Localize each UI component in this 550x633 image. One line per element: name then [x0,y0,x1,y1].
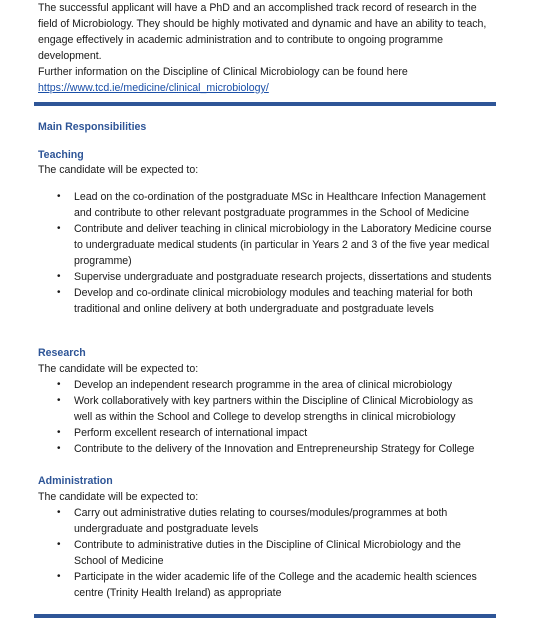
list-item: • Perform excellent research of international impact [57,427,308,439]
list-item: • Develop an independent research programme in the area of clinical microbiology [57,379,453,391]
microbiology-link[interactable]: https://www.tcd.ie/medicine/clinical_microbiology/ [38,82,269,94]
bullet-icon: • [57,379,61,390]
section-divider-bottom [34,614,496,618]
list-item: • Develop and co-ordinate clinical microbiology modules and teaching material for both traditional and online delivery at both undergraduate and postgraduate levels [57,287,473,315]
list-item: • Work collaboratively with key partners within the Discipline of Clinical Microbiology as well as within the School and College to develop strengths in clinical microbiology [57,395,473,423]
further-info-link-line [38,80,498,96]
main-responsibilities-heading: Main Responsibilities [38,121,147,133]
list-item: • Carry out administrative duties relating to courses/modules/programmes at both undergraduate and postgraduate levels [57,507,448,535]
teaching-heading: Teaching [38,149,84,161]
bullet-icon: • [57,571,61,582]
bullet-icon: • [57,507,61,518]
research-list [0,377,494,457]
bullet-icon: • [57,427,61,438]
list-item: • Contribute to administrative duties in the Discipline of Clinical Microbiology and the School of Medicine [57,539,461,567]
administration-intro: The candidate will be expected to: [38,491,199,503]
administration-list [0,505,494,601]
bullet-icon: • [57,539,61,550]
bullet-icon: • [57,287,61,298]
administration-heading: Administration [38,475,113,487]
bullet-icon: • [57,271,61,282]
section-divider-top [34,102,496,106]
further-info-text: Further information on the Discipline of Clinical Microbiology can be found here [38,66,408,78]
intro-paragraph: The successful applicant will have a PhD and an accomplished track record of research in the field of Microbiology. They should be highly motivated and dynamic and have an ability to teach, engage effectively in academic administration and to contribute to ongoing programme development. [38,2,487,62]
list-item: • Contribute to the delivery of the Innovation and Entrepreneurship Strategy for College [57,443,475,455]
teaching-intro: The candidate will be expected to: [38,164,199,176]
bullet-icon: • [57,191,61,202]
bullet-icon: • [57,223,61,234]
bullet-icon: • [57,443,61,454]
list-item: • Participate in the wider academic life of the College and the academic health sciences centre (Trinity Health Ireland) as appropriate [57,571,477,599]
bullet-icon: • [57,395,61,406]
list-item: • Lead on the co-ordination of the postgraduate MSc in Healthcare Infection Management and contribute to other relevant postgraduate programmes in the School of Medicine [57,191,486,219]
list-item: • Supervise undergraduate and postgraduate research projects, dissertations and students [57,271,492,283]
research-heading: Research [38,347,86,359]
teaching-list [0,189,494,317]
research-intro: The candidate will be expected to: [38,363,199,375]
list-item: • Contribute and deliver teaching in clinical microbiology in the Laboratory Medicine course to undergraduate medical students (in particular in Years 2 and 3 of the five year medical programme) [57,223,492,267]
